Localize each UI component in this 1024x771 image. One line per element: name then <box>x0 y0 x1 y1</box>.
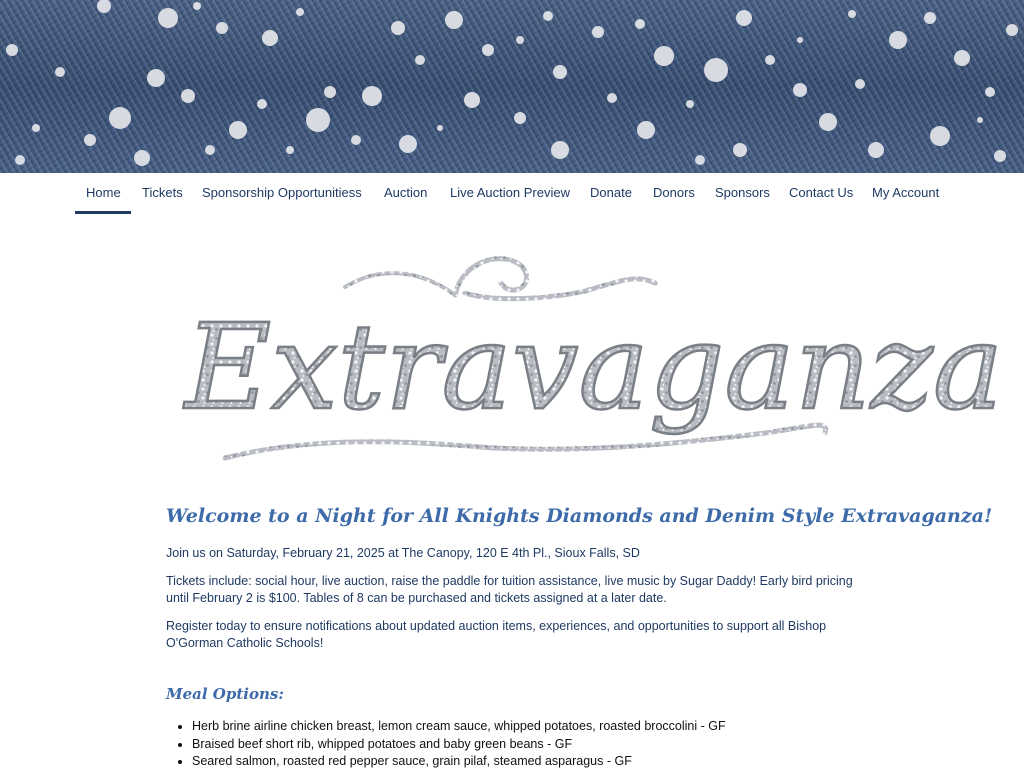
nav-sponsors[interactable]: Sponsors <box>715 185 770 200</box>
active-nav-indicator <box>75 211 131 214</box>
nav-my-account[interactable]: My Account <box>872 185 940 200</box>
list-item: • Herb brine airline chicken breast, lemon cream sauce, whipped potatoes, roasted broccolini - GF <box>192 718 726 736</box>
nav-donors[interactable]: Donors <box>653 185 695 200</box>
glitter-dots <box>0 0 1024 173</box>
event-date-location: Join us on Saturday, February 21, 2025 at The Canopy, 120 E 4th Pl., Sioux Falls, SD <box>166 546 640 560</box>
main-nav <box>0 173 1024 215</box>
meal-options-list <box>166 718 726 771</box>
nav-donate[interactable]: Donate <box>590 185 632 200</box>
nav-tickets[interactable]: Tickets <box>142 185 183 200</box>
list-item: • Braised beef short rib, whipped potatoes and baby green beans - GF <box>192 736 726 754</box>
register-info: Register today to ensure notifications about updated auction items, experiences, and opportunities to support all Bishop O'Gorman Catholic Schools! <box>166 619 827 650</box>
welcome-heading: Welcome to a Night for All Knights Diamonds and Denim Style Extravaganza! <box>166 505 993 527</box>
nav-home[interactable]: Home <box>86 185 121 200</box>
extravaganza-logo <box>165 243 1004 475</box>
logo-text: Extravaganza <box>185 298 1004 436</box>
denim-glitter-banner <box>0 0 1024 173</box>
nav-contact-us[interactable]: Contact Us <box>789 185 854 200</box>
nav-sponsorship-opportunities[interactable]: Sponsorship Opportunitiess <box>202 185 362 200</box>
nav-auction[interactable]: Auction <box>384 185 428 200</box>
meal-options-heading: Meal Options: <box>166 685 284 703</box>
nav-live-auction-preview[interactable]: Live Auction Preview <box>450 185 570 200</box>
list-item: • Seared salmon, roasted red pepper sauce, grain pilaf, steamed asparagus - GF <box>192 753 726 771</box>
ticket-info: Tickets include: social hour, live auction, raise the paddle for tuition assistance, live music by Sugar Daddy! Early bird pricing until February 2 is $100. Tables of 8 can be purchased and tickets assigned at a later date. <box>166 574 853 605</box>
